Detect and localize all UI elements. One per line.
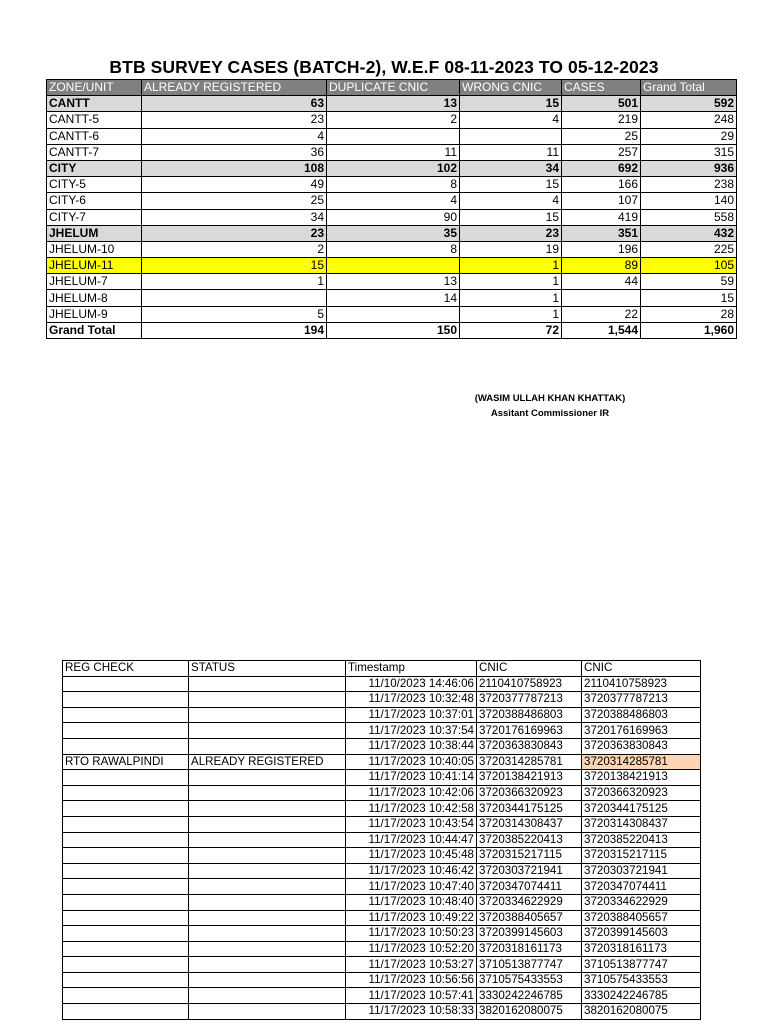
timestamp-cell: 11/17/2023 10:58:33 — [346, 1004, 477, 1020]
status-cell — [189, 801, 346, 817]
value-cell: 1 — [460, 290, 562, 306]
cnic-cell: 3720399145603 — [582, 926, 701, 942]
value-cell: 1 — [460, 306, 562, 322]
status-cell — [189, 692, 346, 708]
grand-total-row — [47, 322, 737, 338]
value-cell: 140 — [641, 193, 737, 209]
value-cell: 108 — [142, 160, 327, 176]
header-grand-total: Grand Total — [641, 80, 737, 96]
timestamp-cell: 11/17/2023 10:46:42 — [346, 863, 477, 879]
zone-unit-cell: CANTT-7 — [47, 144, 142, 160]
table-row — [47, 306, 737, 322]
status-cell — [189, 879, 346, 895]
table-row — [63, 941, 701, 957]
value-cell: 89 — [562, 258, 641, 274]
cnic-cell: 3820162080075 — [582, 1004, 701, 1020]
table-row — [63, 863, 701, 879]
zone-unit-cell: CITY-7 — [47, 209, 142, 225]
value-cell: 19 — [460, 241, 562, 257]
header-reg-check: REG CHECK — [63, 661, 189, 677]
value-cell: 166 — [562, 177, 641, 193]
value-cell: 692 — [562, 160, 641, 176]
value-cell: 13 — [327, 274, 460, 290]
summary-header-row — [47, 80, 737, 96]
timestamp-cell: 11/17/2023 10:44:47 — [346, 832, 477, 848]
reg-check-cell — [63, 1004, 189, 1020]
value-cell: 315 — [641, 144, 737, 160]
value-cell: 238 — [641, 177, 737, 193]
cnic-cell: 2110410758923 — [477, 676, 582, 692]
header-cases: CASES — [562, 80, 641, 96]
cnic-cell: 3720388486803 — [477, 707, 582, 723]
summary-table — [46, 79, 737, 339]
value-cell: 936 — [641, 160, 737, 176]
table-row — [47, 96, 737, 112]
signature-designation: Assitant Commissioner IR — [490, 408, 610, 419]
cnic-cell: 3720314308437 — [582, 816, 701, 832]
cnic-cell: 3710575433553 — [477, 972, 582, 988]
timestamp-cell: 11/17/2023 10:50:23 — [346, 926, 477, 942]
value-cell: 4 — [460, 112, 562, 128]
table-row — [47, 128, 737, 144]
reg-check-cell — [63, 988, 189, 1004]
timestamp-cell: 11/17/2023 10:53:27 — [346, 957, 477, 973]
value-cell — [327, 258, 460, 274]
value-cell: 36 — [142, 144, 327, 160]
value-cell: 23 — [460, 225, 562, 241]
cnic-cell: 3710513877747 — [477, 957, 582, 973]
reg-header-row — [63, 661, 701, 677]
table-row — [63, 770, 701, 786]
cnic-cell: 3720318161173 — [477, 941, 582, 957]
value-cell: 15 — [641, 290, 737, 306]
status-cell — [189, 988, 346, 1004]
header-cnic-2: CNIC — [582, 661, 701, 677]
value-cell — [460, 128, 562, 144]
cnic-cell: 3720334622929 — [582, 894, 701, 910]
value-cell: 102 — [327, 160, 460, 176]
value-cell: 432 — [641, 225, 737, 241]
value-cell: 11 — [460, 144, 562, 160]
value-cell: 1 — [142, 274, 327, 290]
reg-check-cell — [63, 738, 189, 754]
table-row — [47, 290, 737, 306]
value-cell: 196 — [562, 241, 641, 257]
reg-check-cell — [63, 707, 189, 723]
value-cell: 49 — [142, 177, 327, 193]
value-cell — [327, 306, 460, 322]
table-row — [47, 225, 737, 241]
timestamp-cell: 11/17/2023 10:38:44 — [346, 738, 477, 754]
cnic-cell: 3720377787213 — [477, 692, 582, 708]
reg-check-cell — [63, 941, 189, 957]
cnic-cell: 3720366320923 — [477, 785, 582, 801]
reg-check-cell — [63, 879, 189, 895]
reg-check-cell — [63, 863, 189, 879]
cnic-cell: 3720303721941 — [477, 863, 582, 879]
timestamp-cell: 11/17/2023 10:57:41 — [346, 988, 477, 1004]
status-cell — [189, 723, 346, 739]
status-cell — [189, 894, 346, 910]
table-row — [63, 879, 701, 895]
status-cell — [189, 941, 346, 957]
table-row — [63, 848, 701, 864]
cnic-cell: 3720176169963 — [477, 723, 582, 739]
zone-unit-cell: JHELUM-8 — [47, 290, 142, 306]
signature-name: (WASIM ULLAH KHAN KHATTAK) — [474, 393, 626, 404]
cnic-cell: 3820162080075 — [477, 1004, 582, 1020]
status-cell — [189, 738, 346, 754]
cnic-cell: 3720377787213 — [582, 692, 701, 708]
grand-total-cell: 1,960 — [641, 322, 737, 338]
cnic-cell: 3720366320923 — [582, 785, 701, 801]
status-cell: ALREADY REGISTERED — [189, 754, 346, 770]
timestamp-cell: 11/17/2023 10:40:05 — [346, 754, 477, 770]
cnic-cell: 3720138421913 — [477, 770, 582, 786]
value-cell: 25 — [142, 193, 327, 209]
value-cell: 15 — [142, 258, 327, 274]
cnic-cell: 3720388405657 — [477, 910, 582, 926]
cnic-cell: 3720344175125 — [582, 801, 701, 817]
reg-check-cell — [63, 723, 189, 739]
cnic-cell: 3330242246785 — [477, 988, 582, 1004]
reg-check-cell — [63, 957, 189, 973]
value-cell: 105 — [641, 258, 737, 274]
table-row — [63, 692, 701, 708]
value-cell — [327, 128, 460, 144]
value-cell — [142, 290, 327, 306]
zone-unit-cell: JHELUM-7 — [47, 274, 142, 290]
grand-total-cell: 72 — [460, 322, 562, 338]
value-cell: 23 — [142, 225, 327, 241]
value-cell: 23 — [142, 112, 327, 128]
cnic-cell: 3710513877747 — [582, 957, 701, 973]
table-row — [63, 816, 701, 832]
value-cell: 44 — [562, 274, 641, 290]
cnic-cell: 3720388405657 — [582, 910, 701, 926]
table-row — [47, 193, 737, 209]
status-cell — [189, 832, 346, 848]
table-row — [63, 801, 701, 817]
cnic-cell: 3720314285781 — [582, 754, 701, 770]
value-cell: 8 — [327, 177, 460, 193]
cnic-cell: 3720385220413 — [477, 832, 582, 848]
page-title: BTB SURVEY CASES (BATCH-2), W.E.F 08-11-2023 TO 05-12-2023 — [109, 57, 659, 77]
status-cell — [189, 926, 346, 942]
zone-unit-cell: CANTT — [47, 96, 142, 112]
timestamp-cell: 11/17/2023 10:37:01 — [346, 707, 477, 723]
reg-check-cell — [63, 848, 189, 864]
timestamp-cell: 11/17/2023 10:47:40 — [346, 879, 477, 895]
cnic-cell: 3720347074411 — [582, 879, 701, 895]
value-cell: 35 — [327, 225, 460, 241]
cnic-cell: 3720334622929 — [477, 894, 582, 910]
cnic-cell: 3720303721941 — [582, 863, 701, 879]
zone-unit-cell: JHELUM-9 — [47, 306, 142, 322]
reg-check-cell — [63, 801, 189, 817]
cnic-cell: 3720176169963 — [582, 723, 701, 739]
zone-unit-cell: CITY-6 — [47, 193, 142, 209]
value-cell: 25 — [562, 128, 641, 144]
header-timestamp: Timestamp — [346, 661, 477, 677]
reg-check-cell — [63, 910, 189, 926]
value-cell: 501 — [562, 96, 641, 112]
status-cell — [189, 816, 346, 832]
value-cell: 34 — [142, 209, 327, 225]
cnic-cell: 3720344175125 — [477, 801, 582, 817]
zone-unit-cell: CANTT-5 — [47, 112, 142, 128]
status-cell — [189, 707, 346, 723]
value-cell: 4 — [327, 193, 460, 209]
cnic-cell: 3720138421913 — [582, 770, 701, 786]
value-cell: 15 — [460, 209, 562, 225]
value-cell: 28 — [641, 306, 737, 322]
cnic-cell: 3720363830843 — [582, 738, 701, 754]
timestamp-cell: 11/17/2023 10:43:54 — [346, 816, 477, 832]
timestamp-cell: 11/17/2023 10:52:20 — [346, 941, 477, 957]
value-cell: 13 — [327, 96, 460, 112]
value-cell: 107 — [562, 193, 641, 209]
cnic-cell: 3720399145603 — [477, 926, 582, 942]
reg-check-cell — [63, 770, 189, 786]
cnic-cell: 3720363830843 — [477, 738, 582, 754]
cnic-cell: 3720314285781 — [477, 754, 582, 770]
value-cell: 11 — [327, 144, 460, 160]
table-row — [47, 274, 737, 290]
value-cell: 4 — [142, 128, 327, 144]
table-row — [47, 144, 737, 160]
table-row — [63, 785, 701, 801]
value-cell: 257 — [562, 144, 641, 160]
status-cell — [189, 676, 346, 692]
value-cell: 4 — [460, 193, 562, 209]
zone-unit-cell: CITY — [47, 160, 142, 176]
cnic-cell: 3330242246785 — [582, 988, 701, 1004]
table-row — [63, 926, 701, 942]
table-row — [63, 957, 701, 973]
grand-total-label: Grand Total — [47, 322, 142, 338]
timestamp-cell: 11/17/2023 10:37:54 — [346, 723, 477, 739]
value-cell: 248 — [641, 112, 737, 128]
table-row — [63, 832, 701, 848]
table-row — [63, 910, 701, 926]
registration-check-table — [62, 660, 701, 1020]
value-cell: 592 — [641, 96, 737, 112]
timestamp-cell: 11/17/2023 10:41:14 — [346, 770, 477, 786]
cnic-cell: 3720385220413 — [582, 832, 701, 848]
value-cell: 63 — [142, 96, 327, 112]
timestamp-cell: 11/10/2023 14:46:06 — [346, 676, 477, 692]
grand-total-cell: 150 — [327, 322, 460, 338]
value-cell: 2 — [327, 112, 460, 128]
timestamp-cell: 11/17/2023 10:45:48 — [346, 848, 477, 864]
table-row — [63, 707, 701, 723]
reg-check-cell — [63, 926, 189, 942]
value-cell: 225 — [641, 241, 737, 257]
reg-check-cell — [63, 785, 189, 801]
cnic-cell: 3720388486803 — [582, 707, 701, 723]
timestamp-cell: 11/17/2023 10:56:56 — [346, 972, 477, 988]
table-row — [63, 972, 701, 988]
zone-unit-cell: CANTT-6 — [47, 128, 142, 144]
header-already-registered: ALREADY REGISTERED — [142, 80, 327, 96]
table-row — [63, 894, 701, 910]
value-cell: 351 — [562, 225, 641, 241]
value-cell: 59 — [641, 274, 737, 290]
value-cell: 5 — [142, 306, 327, 322]
status-cell — [189, 863, 346, 879]
reg-check-cell: RTO RAWALPINDI — [63, 754, 189, 770]
table-row — [63, 676, 701, 692]
header-status: STATUS — [189, 661, 346, 677]
cnic-cell: 3710575433553 — [582, 972, 701, 988]
reg-check-cell — [63, 972, 189, 988]
grand-total-cell: 1,544 — [562, 322, 641, 338]
table-row — [47, 160, 737, 176]
zone-unit-cell: JHELUM — [47, 225, 142, 241]
value-cell: 419 — [562, 209, 641, 225]
reg-check-cell — [63, 692, 189, 708]
timestamp-cell: 11/17/2023 10:49:22 — [346, 910, 477, 926]
value-cell: 2 — [142, 241, 327, 257]
reg-check-cell — [63, 676, 189, 692]
table-row — [47, 258, 737, 274]
value-cell: 34 — [460, 160, 562, 176]
cnic-cell: 3720318161173 — [582, 941, 701, 957]
status-cell — [189, 785, 346, 801]
table-row — [47, 112, 737, 128]
zone-unit-cell: CITY-5 — [47, 177, 142, 193]
value-cell: 15 — [460, 96, 562, 112]
reg-check-cell — [63, 832, 189, 848]
table-row — [63, 988, 701, 1004]
zone-unit-cell: JHELUM-11 — [47, 258, 142, 274]
status-cell — [189, 910, 346, 926]
timestamp-cell: 11/17/2023 10:32:48 — [346, 692, 477, 708]
cnic-cell: 3720314308437 — [477, 816, 582, 832]
value-cell: 219 — [562, 112, 641, 128]
table-row — [47, 241, 737, 257]
header-zone-unit: ZONE/UNIT — [47, 80, 142, 96]
reg-check-cell — [63, 894, 189, 910]
status-cell — [189, 972, 346, 988]
header-wrong-cnic: WRONG CNIC — [460, 80, 562, 96]
status-cell — [189, 957, 346, 973]
value-cell: 1 — [460, 258, 562, 274]
status-cell — [189, 770, 346, 786]
timestamp-cell: 11/17/2023 10:42:06 — [346, 785, 477, 801]
value-cell: 8 — [327, 241, 460, 257]
cnic-cell: 2110410758923 — [582, 676, 701, 692]
header-duplicate-cnic: DUPLICATE CNIC — [327, 80, 460, 96]
value-cell — [562, 290, 641, 306]
table-row — [63, 723, 701, 739]
zone-unit-cell: JHELUM-10 — [47, 241, 142, 257]
reg-check-cell — [63, 816, 189, 832]
value-cell: 29 — [641, 128, 737, 144]
value-cell: 15 — [460, 177, 562, 193]
status-cell — [189, 1004, 346, 1020]
timestamp-cell: 11/17/2023 10:42:58 — [346, 801, 477, 817]
value-cell: 22 — [562, 306, 641, 322]
cnic-cell: 3720347074411 — [477, 879, 582, 895]
table-row — [47, 209, 737, 225]
value-cell: 90 — [327, 209, 460, 225]
table-row — [63, 1004, 701, 1020]
value-cell: 558 — [641, 209, 737, 225]
value-cell: 1 — [460, 274, 562, 290]
cnic-cell: 3720315217115 — [582, 848, 701, 864]
timestamp-cell: 11/17/2023 10:48:40 — [346, 894, 477, 910]
grand-total-cell: 194 — [142, 322, 327, 338]
table-row — [63, 754, 701, 770]
header-cnic: CNIC — [477, 661, 582, 677]
value-cell: 14 — [327, 290, 460, 306]
cnic-cell: 3720315217115 — [477, 848, 582, 864]
table-row — [63, 738, 701, 754]
status-cell — [189, 848, 346, 864]
table-row — [47, 177, 737, 193]
